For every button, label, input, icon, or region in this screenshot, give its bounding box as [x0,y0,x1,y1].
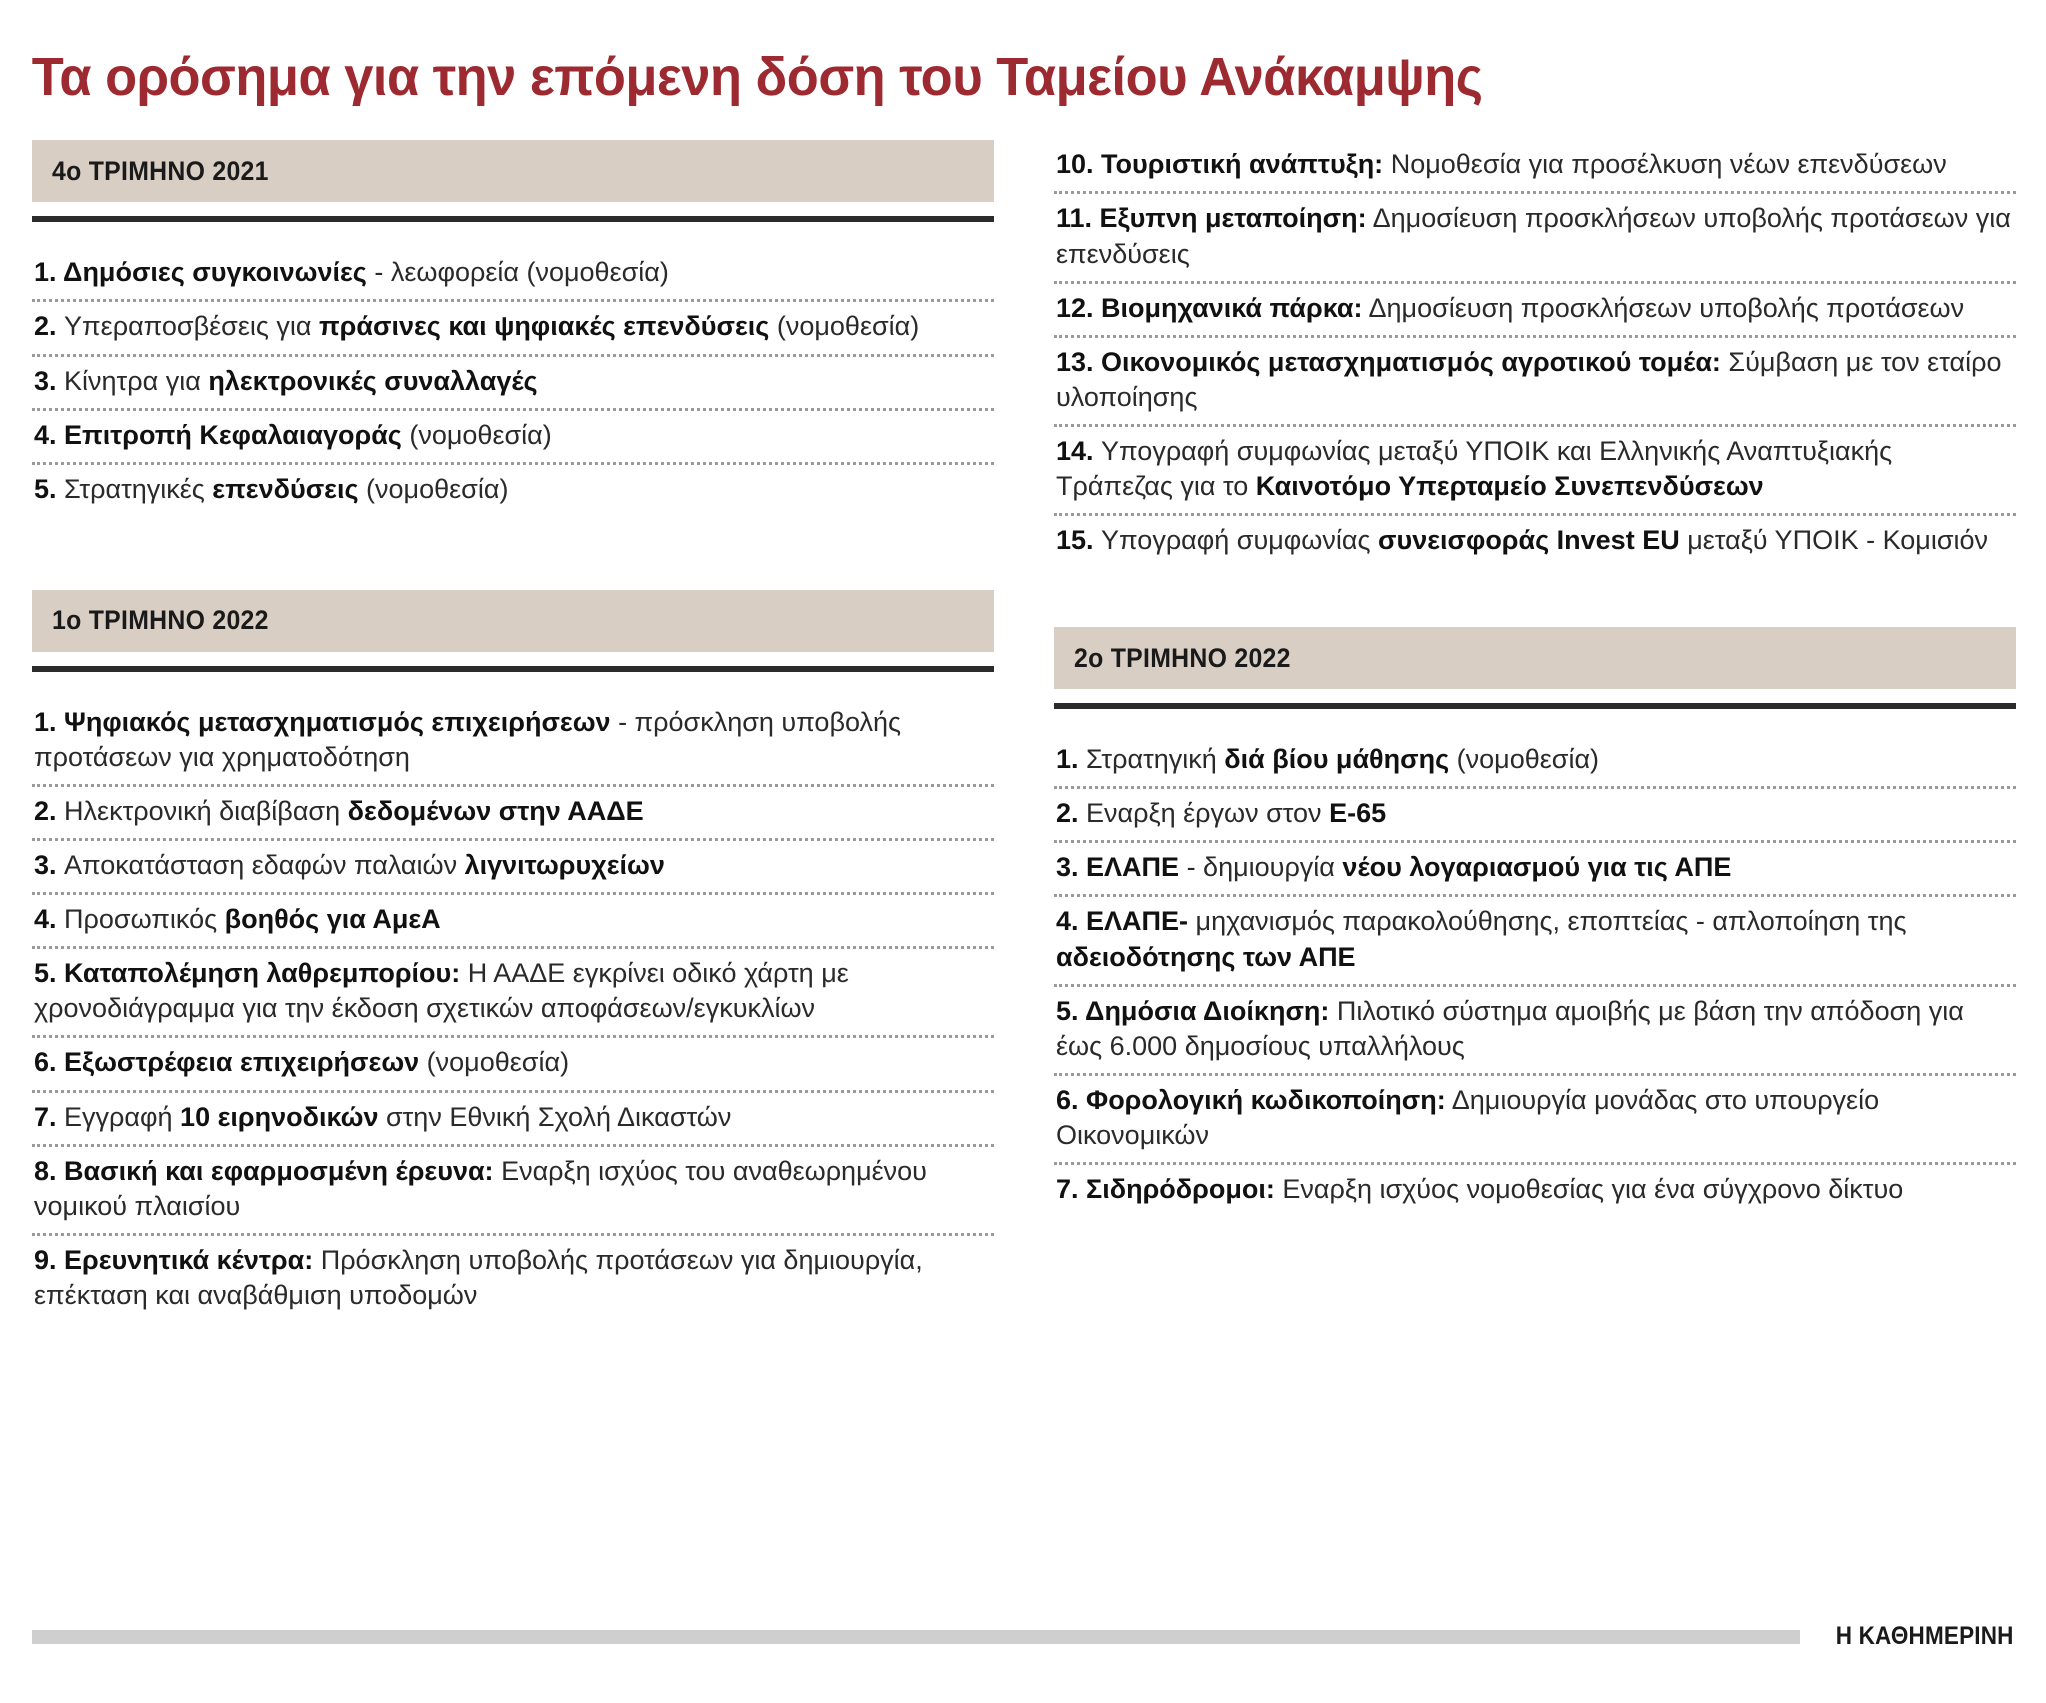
milestone-emphasis: συνεισφοράς Invest EU [1378,525,1680,556]
milestone-text: Αποκατάσταση εδαφών παλαιών [64,850,465,881]
milestone-emphasis: Δημόσια Διοίκηση: [1085,995,1330,1026]
item-list-q1-2022 [32,698,994,1322]
milestone-text: (νομοθεσία) [1449,744,1600,775]
milestone-item [1054,427,2016,516]
milestone-item [1054,284,2016,338]
milestone-emphasis: Βιομηχανικά πάρκα: [1101,292,1363,323]
page-title: Τα ορόσημα για την επόμενη δόση του Ταμείου Ανάκαμψης [31,47,1483,108]
columns-container [22,140,2024,1322]
milestone-number: 1. [1056,744,1087,775]
milestone-text: - δημιουργία [1179,852,1343,883]
milestone-emphasis: Οικονομικός μετασχηματισμός αγροτικού τομέα: [1101,346,1721,377]
milestone-emphasis: Φορολογική κωδικοποίηση: [1086,1084,1446,1115]
milestone-emphasis: Σιδηρόδρομοι: [1086,1174,1275,1205]
milestone-emphasis: ηλεκτρονικές συναλλαγές [208,365,538,396]
item-list-q2-2022 [1054,735,2016,1216]
section-header-q2-2022 [1054,627,2016,689]
milestone-number: 2. [34,796,65,826]
milestone-text: Προσωπικός [64,904,225,935]
milestone-item [1054,338,2016,427]
milestone-number: 4. [34,419,65,450]
infographic-sheet [0,36,2046,1703]
milestone-item [32,787,994,841]
milestone-text: Δημιουργία μονάδας στο υπουργείο Οικονομικών [1056,1084,1880,1150]
milestone-number: 14. [1056,435,1102,466]
milestone-text: στην Εθνική Σχολή Δικαστών [378,1101,732,1132]
milestone-item [32,895,994,949]
item-list-q4-2021 [32,248,994,515]
milestone-emphasis: επενδύσεις [212,473,359,504]
milestone-item [32,1147,994,1236]
milestone-item [32,949,994,1038]
milestone-number: 5. [1056,995,1086,1026]
milestone-emphasis: Καινοτόμο Υπερταμείο Συνεπενδύσεων [1255,471,1764,501]
milestone-emphasis: Εξωστρέφεια επιχειρήσεων [64,1047,420,1078]
milestone-text: - λεωφορεία (νομοθεσία) [366,257,669,288]
milestone-number: 5. [34,473,65,504]
milestone-text: Εναρξη ισχύος νομοθεσίας για ένα σύγχρονο δίκτυο [1274,1174,1904,1205]
footer-rule [32,1630,1800,1644]
milestone-number: 15. [1056,525,1102,556]
milestone-emphasis: 10 ειρηνοδικών [180,1101,379,1132]
milestone-text: (νομοθεσία) [419,1047,570,1078]
milestone-item [32,1093,994,1147]
milestone-emphasis: Ερευνητικά κέντρα: [64,1244,314,1275]
milestone-number: 3. [1056,852,1087,883]
section-divider-rule [1054,703,2016,709]
milestone-text: Ηλεκτρονική διαβίβαση [64,796,348,826]
milestone-number: 4. [34,904,65,935]
section-header-label: 4ο ΤΡΙΜΗΝΟ 2021 [52,155,269,186]
milestone-emphasis: Τουριστική ανάπτυξη: [1101,149,1384,180]
milestone-emphasis: Δημόσιες συγκοινωνίες [63,257,367,288]
milestone-text: Υπογραφή συμφωνίας [1101,525,1379,556]
publisher-brand: Η ΚΑΘΗΜΕΡΙΝΗ [1836,1622,2014,1651]
column-spacer [32,516,994,590]
milestone-number: 1. [34,706,65,737]
left-column [32,140,994,1322]
milestone-emphasis: βοηθός για ΑμεΑ [224,904,441,935]
milestone-text: Πιλοτικό σύστημα αμοιβής με βάση την απόδοση για έως 6.000 δημοσίους υπαλλήλους [1056,995,1964,1061]
milestone-item [1054,897,2016,986]
milestone-emphasis: Εξυπνη μεταποίηση: [1099,203,1367,234]
section-q4-2021-continued [1054,140,2016,567]
section-header-label: 1ο ΤΡΙΜΗΝΟ 2022 [52,605,269,636]
right-column [1054,140,2016,1322]
milestone-number: 7. [1056,1174,1087,1205]
milestone-number: 3. [34,365,65,396]
milestone-number: 3. [34,850,65,881]
milestone-emphasis: Επιτροπή Κεφαλαιαγοράς [64,419,402,450]
milestone-text: Εγγραφή [64,1101,181,1132]
milestone-text: μεταξύ ΥΠΟΙΚ - Κομισιόν [1679,525,1989,556]
milestone-emphasis: ΕΛΑΠΕ [1086,852,1180,883]
milestone-number: 10. [1056,149,1102,180]
section-q4-2021 [32,140,994,515]
milestone-text: (νομοθεσία) [769,311,920,342]
milestone-emphasis: δεδομένων στην ΑΑΔΕ [347,796,644,826]
milestone-emphasis: Ε-65 [1329,798,1387,829]
section-divider-rule [32,216,994,222]
milestone-emphasis: Καταπολέμηση λαθρεμπορίου: [64,958,461,989]
milestone-emphasis: πράσινες και ψηφιακές επενδύσεις [319,311,770,342]
milestone-number: 4. [1056,906,1087,937]
milestone-item [32,698,994,787]
milestone-text: Κίνητρα για [64,365,209,396]
milestone-emphasis: διά βίου μάθησης [1224,744,1450,775]
section-header-q4-2021 [32,140,994,202]
milestone-text: (νομοθεσία) [358,473,509,504]
milestone-number: 11. [1056,203,1100,234]
milestone-item [32,841,994,895]
milestone-number: 12. [1056,292,1102,323]
milestone-text: Εναρξη έργων στον [1086,798,1330,829]
milestone-emphasis: λιγνιτωρυχείων [464,850,665,881]
milestone-text: μηχανισμός παρακολούθησης, εποπτείας - απλοποίηση της [1188,906,1907,937]
section-header-q1-2022 [32,590,994,652]
milestone-item [32,302,994,356]
milestone-number: 6. [1056,1084,1087,1115]
milestone-text: Εναρξη ισχύος του αναθεωρημένου νομικού πλαισίου [34,1155,927,1221]
milestone-text: Η ΑΑΔΕ εγκρίνει οδικό χάρτη με χρονοδιάγραμμα για την έκδοση σχετικών αποφάσεων/εγκυκλίων [34,958,849,1024]
milestone-text: Στρατηγική [1086,744,1225,775]
section-divider-rule [32,666,994,672]
milestone-text: - πρόσκληση υποβολής προτάσεων για χρηματοδότηση [34,706,902,772]
milestone-number: 9. [34,1244,65,1275]
milestone-text: Δημοσίευση προσκλήσεων υποβολής προτάσεων για επενδύσεις [1056,203,2011,269]
milestone-text: Νομοθεσία για προσέλκυση νέων επενδύσεων [1383,149,1947,180]
footer [32,1622,2014,1651]
milestone-emphasis: νέου λογαριασμού για τις ΑΠΕ [1342,852,1732,883]
milestone-number: 2. [1056,798,1087,829]
section-header-label: 2ο ΤΡΙΜΗΝΟ 2022 [1074,642,1291,673]
milestone-text: Σύμβαση με τον εταίρο υλοποίησης [1056,346,2002,412]
milestone-item [1054,735,2016,789]
milestone-item [1054,843,2016,897]
milestone-text: Υπογραφή συμφωνίας μεταξύ ΥΠΟΙΚ και Ελληνικής Αναπτυξιακής Τράπεζας για το [1056,435,1893,501]
section-q1-2022 [32,590,994,1322]
milestone-text: Πρόσκληση υποβολής προτάσεων για δημιουργία, επέκταση και αναβάθμιση υποδομών [34,1244,923,1310]
milestone-item [1054,516,2016,567]
milestone-emphasis: ΕΛΑΠΕ- [1086,906,1189,937]
milestone-number: 1. [34,257,64,288]
milestone-item [1054,194,2016,283]
milestone-number: 6. [34,1047,65,1078]
milestone-number: 2. [34,311,65,342]
milestone-emphasis: Ψηφιακός μετασχηματισμός επιχειρήσεων [64,706,611,737]
milestone-number: 13. [1056,346,1102,377]
milestone-item [1054,1165,2016,1216]
milestone-text: Υπεραποσβέσεις για [64,311,319,342]
milestone-item [32,1038,994,1092]
milestone-number: 8. [34,1155,65,1186]
milestone-item [1054,789,2016,843]
milestone-item [1054,987,2016,1076]
milestone-emphasis: αδειοδότησης των ΑΠΕ [1056,941,1356,972]
milestone-item [1054,140,2016,194]
milestone-emphasis: Βασική και εφαρμοσμένη έρευνα: [64,1155,494,1186]
milestone-item [32,465,994,516]
milestone-item [32,357,994,411]
column-spacer [1054,567,2016,627]
milestone-text: (νομοθεσία) [401,419,552,450]
milestone-number: 7. [34,1101,65,1132]
milestone-number: 5. [34,958,65,989]
milestone-item [1054,1076,2016,1165]
milestone-item [32,1236,994,1322]
item-list-q4-2021-continued [1054,140,2016,567]
section-q2-2022 [1054,627,2016,1216]
milestone-item [32,248,994,302]
milestone-text: Στρατηγικές [64,473,213,504]
milestone-item [32,411,994,465]
milestone-text: Δημοσίευση προσκλήσεων υποβολής προτάσεων [1362,292,1965,323]
